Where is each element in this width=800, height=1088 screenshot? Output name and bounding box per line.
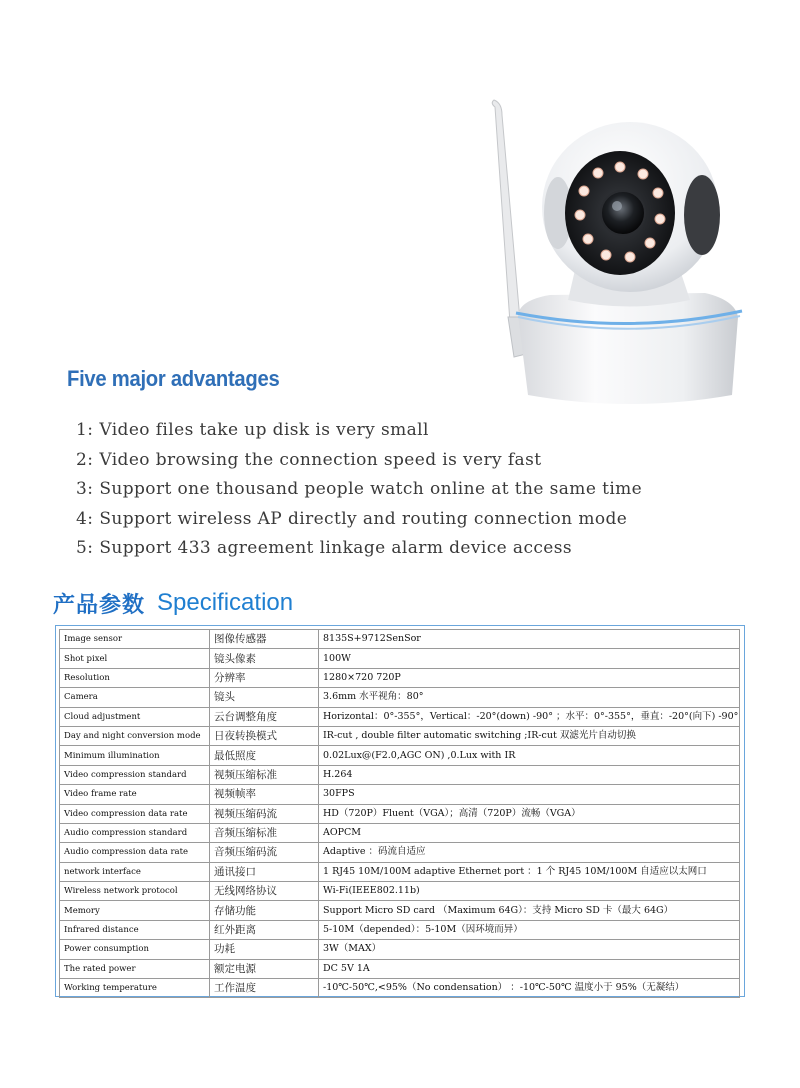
- table-row: [60, 785, 740, 804]
- spec-label-en: Working temperature: [60, 979, 210, 998]
- advantage-item: [76, 509, 642, 539]
- spec-label-en: Camera: [60, 688, 210, 707]
- spec-value: -10℃-50℃,<95%（No condensation） ：-10℃-50℃ 温度小于 95%（无凝结）: [319, 979, 740, 998]
- spec-value: AOPCM: [319, 823, 740, 842]
- advantage-item: [76, 538, 642, 568]
- spec-label-cn: 图像传感器: [210, 630, 319, 649]
- table-row: [60, 746, 740, 765]
- spec-label-en: Audio compression standard: [60, 823, 210, 842]
- table-row: [60, 979, 740, 998]
- spec-title-cn: 产品参数: [53, 592, 146, 618]
- spec-label-cn: 最低照度: [210, 746, 319, 765]
- spec-label-en: Infrared distance: [60, 920, 210, 939]
- spec-value: 100W: [319, 649, 740, 668]
- table-row: [60, 668, 740, 687]
- table-row: [60, 630, 740, 649]
- advantage-text: Support 433 agreement linkage alarm device access: [99, 538, 573, 558]
- table-row: [60, 882, 740, 901]
- advantage-item: [76, 420, 642, 450]
- spec-value: 8135S+9712SenSor: [319, 630, 740, 649]
- spec-value: Wi-Fi(IEEE802.11b): [319, 882, 740, 901]
- spec-label-en: Video compression data rate: [60, 804, 210, 823]
- spec-label-cn: 音频压缩标准: [210, 823, 319, 842]
- spec-value: 30FPS: [319, 785, 740, 804]
- advantages-title: Five major advantages: [67, 366, 280, 391]
- advantages-list: [76, 420, 642, 568]
- advantage-item: [76, 479, 642, 509]
- table-row: [60, 940, 740, 959]
- spec-value: 1280×720 720P: [319, 668, 740, 687]
- spec-table-frame: [55, 625, 745, 997]
- spec-label-cn: 云台调整角度: [210, 707, 319, 726]
- spec-label-en: Resolution: [60, 668, 210, 687]
- spec-value: Adaptive ：码流自适应: [319, 843, 740, 862]
- spec-value: 0.02Lux@(F2.0,AGC ON) ,0.Lux with IR: [319, 746, 740, 765]
- spec-label-en: Video frame rate: [60, 785, 210, 804]
- spec-label-cn: 分辨率: [210, 668, 319, 687]
- advantage-number: 2:: [76, 449, 94, 470]
- spec-value: Horizontal：0°-355°，Vertical：-20°(down) -90° ；水平：0°-355°，垂直：-20°(向下) -90°: [319, 707, 740, 726]
- spec-label-en: Image sensor: [60, 630, 210, 649]
- spec-label-en: The rated power: [60, 959, 210, 978]
- spec-value: 5-10M（depended）：5-10M（因环境而异）: [319, 920, 740, 939]
- advantage-text: Support one thousand people watch online at the same time: [99, 479, 643, 499]
- spec-label-cn: 镜头: [210, 688, 319, 707]
- spec-label-en: Audio compression data rate: [60, 843, 210, 862]
- table-row: [60, 862, 740, 881]
- spec-label-en: Power consumption: [60, 940, 210, 959]
- spec-value: DC 5V 1A: [319, 959, 740, 978]
- spec-value: IR-cut , double filter automatic switching ;IR-cut 双滤光片自动切换: [319, 726, 740, 745]
- spec-value: HD（720P）Fluent（VGA）；高清（720P）流畅（VGA）: [319, 804, 740, 823]
- spec-label-en: Minimum illumination: [60, 746, 210, 765]
- camera-product-image: [480, 95, 750, 405]
- advantage-text: Video files take up disk is very small: [99, 420, 429, 440]
- table-row: [60, 843, 740, 862]
- table-row: [60, 649, 740, 668]
- spec-label-cn: 日夜转换模式: [210, 726, 319, 745]
- spec-label-cn: 通讯接口: [210, 862, 319, 881]
- spec-label-cn: 视频压缩码流: [210, 804, 319, 823]
- table-row: [60, 707, 740, 726]
- spec-value: 3W（MAX）: [319, 940, 740, 959]
- advantage-number: 3:: [76, 479, 94, 499]
- spec-label-cn: 无线网络协议: [210, 882, 319, 901]
- advantage-number: 1:: [76, 420, 94, 440]
- spec-value: H.264: [319, 765, 740, 784]
- spec-label-cn: 功耗: [210, 940, 319, 959]
- spec-label-en: Shot pixel: [60, 649, 210, 668]
- advantage-text: Support wireless AP directly and routing connection mode: [99, 508, 628, 529]
- advantage-item: [76, 450, 642, 480]
- spec-label-cn: 红外距离: [210, 920, 319, 939]
- spec-value: 1 RJ45 10M/100M adaptive Ethernet port ：1 个 RJ45 10M/100M 自适应以太网口: [319, 862, 740, 881]
- table-row: [60, 726, 740, 745]
- table-row: [60, 959, 740, 978]
- spec-label-cn: 工作温度: [210, 979, 319, 998]
- advantage-text: Video browsing the connection speed is very fast: [99, 449, 542, 470]
- spec-value: Support Micro SD card （Maximum 64G）：支持 Micro SD 卡（最大 64G）: [319, 901, 740, 920]
- spec-title-en: Specification: [157, 589, 294, 616]
- spec-label-cn: 镜头像素: [210, 649, 319, 668]
- spec-label-cn: 额定电源: [210, 959, 319, 978]
- spec-label-cn: 存储功能: [210, 901, 319, 920]
- spec-label-en: Video compression standard: [60, 765, 210, 784]
- spec-label-en: Wireless network protocol: [60, 882, 210, 901]
- spec-label-en: Day and night conversion mode: [60, 726, 210, 745]
- spec-label-en: Cloud adjustment: [60, 707, 210, 726]
- spec-table: [59, 629, 740, 998]
- advantage-number: 4:: [76, 508, 94, 529]
- spec-value: 3.6mm 水平视角：80°: [319, 688, 740, 707]
- table-row: [60, 765, 740, 784]
- spec-label-cn: 视频帧率: [210, 785, 319, 804]
- table-row: [60, 901, 740, 920]
- spec-label-cn: 音频压缩码流: [210, 843, 319, 862]
- table-row: [60, 920, 740, 939]
- spec-heading: [53, 586, 293, 620]
- spec-label-en: network interface: [60, 862, 210, 881]
- table-row: [60, 688, 740, 707]
- spec-label-en: Memory: [60, 901, 210, 920]
- spec-label-cn: 视频压缩标准: [210, 765, 319, 784]
- advantage-number: 5:: [76, 538, 94, 558]
- table-row: [60, 823, 740, 842]
- table-row: [60, 804, 740, 823]
